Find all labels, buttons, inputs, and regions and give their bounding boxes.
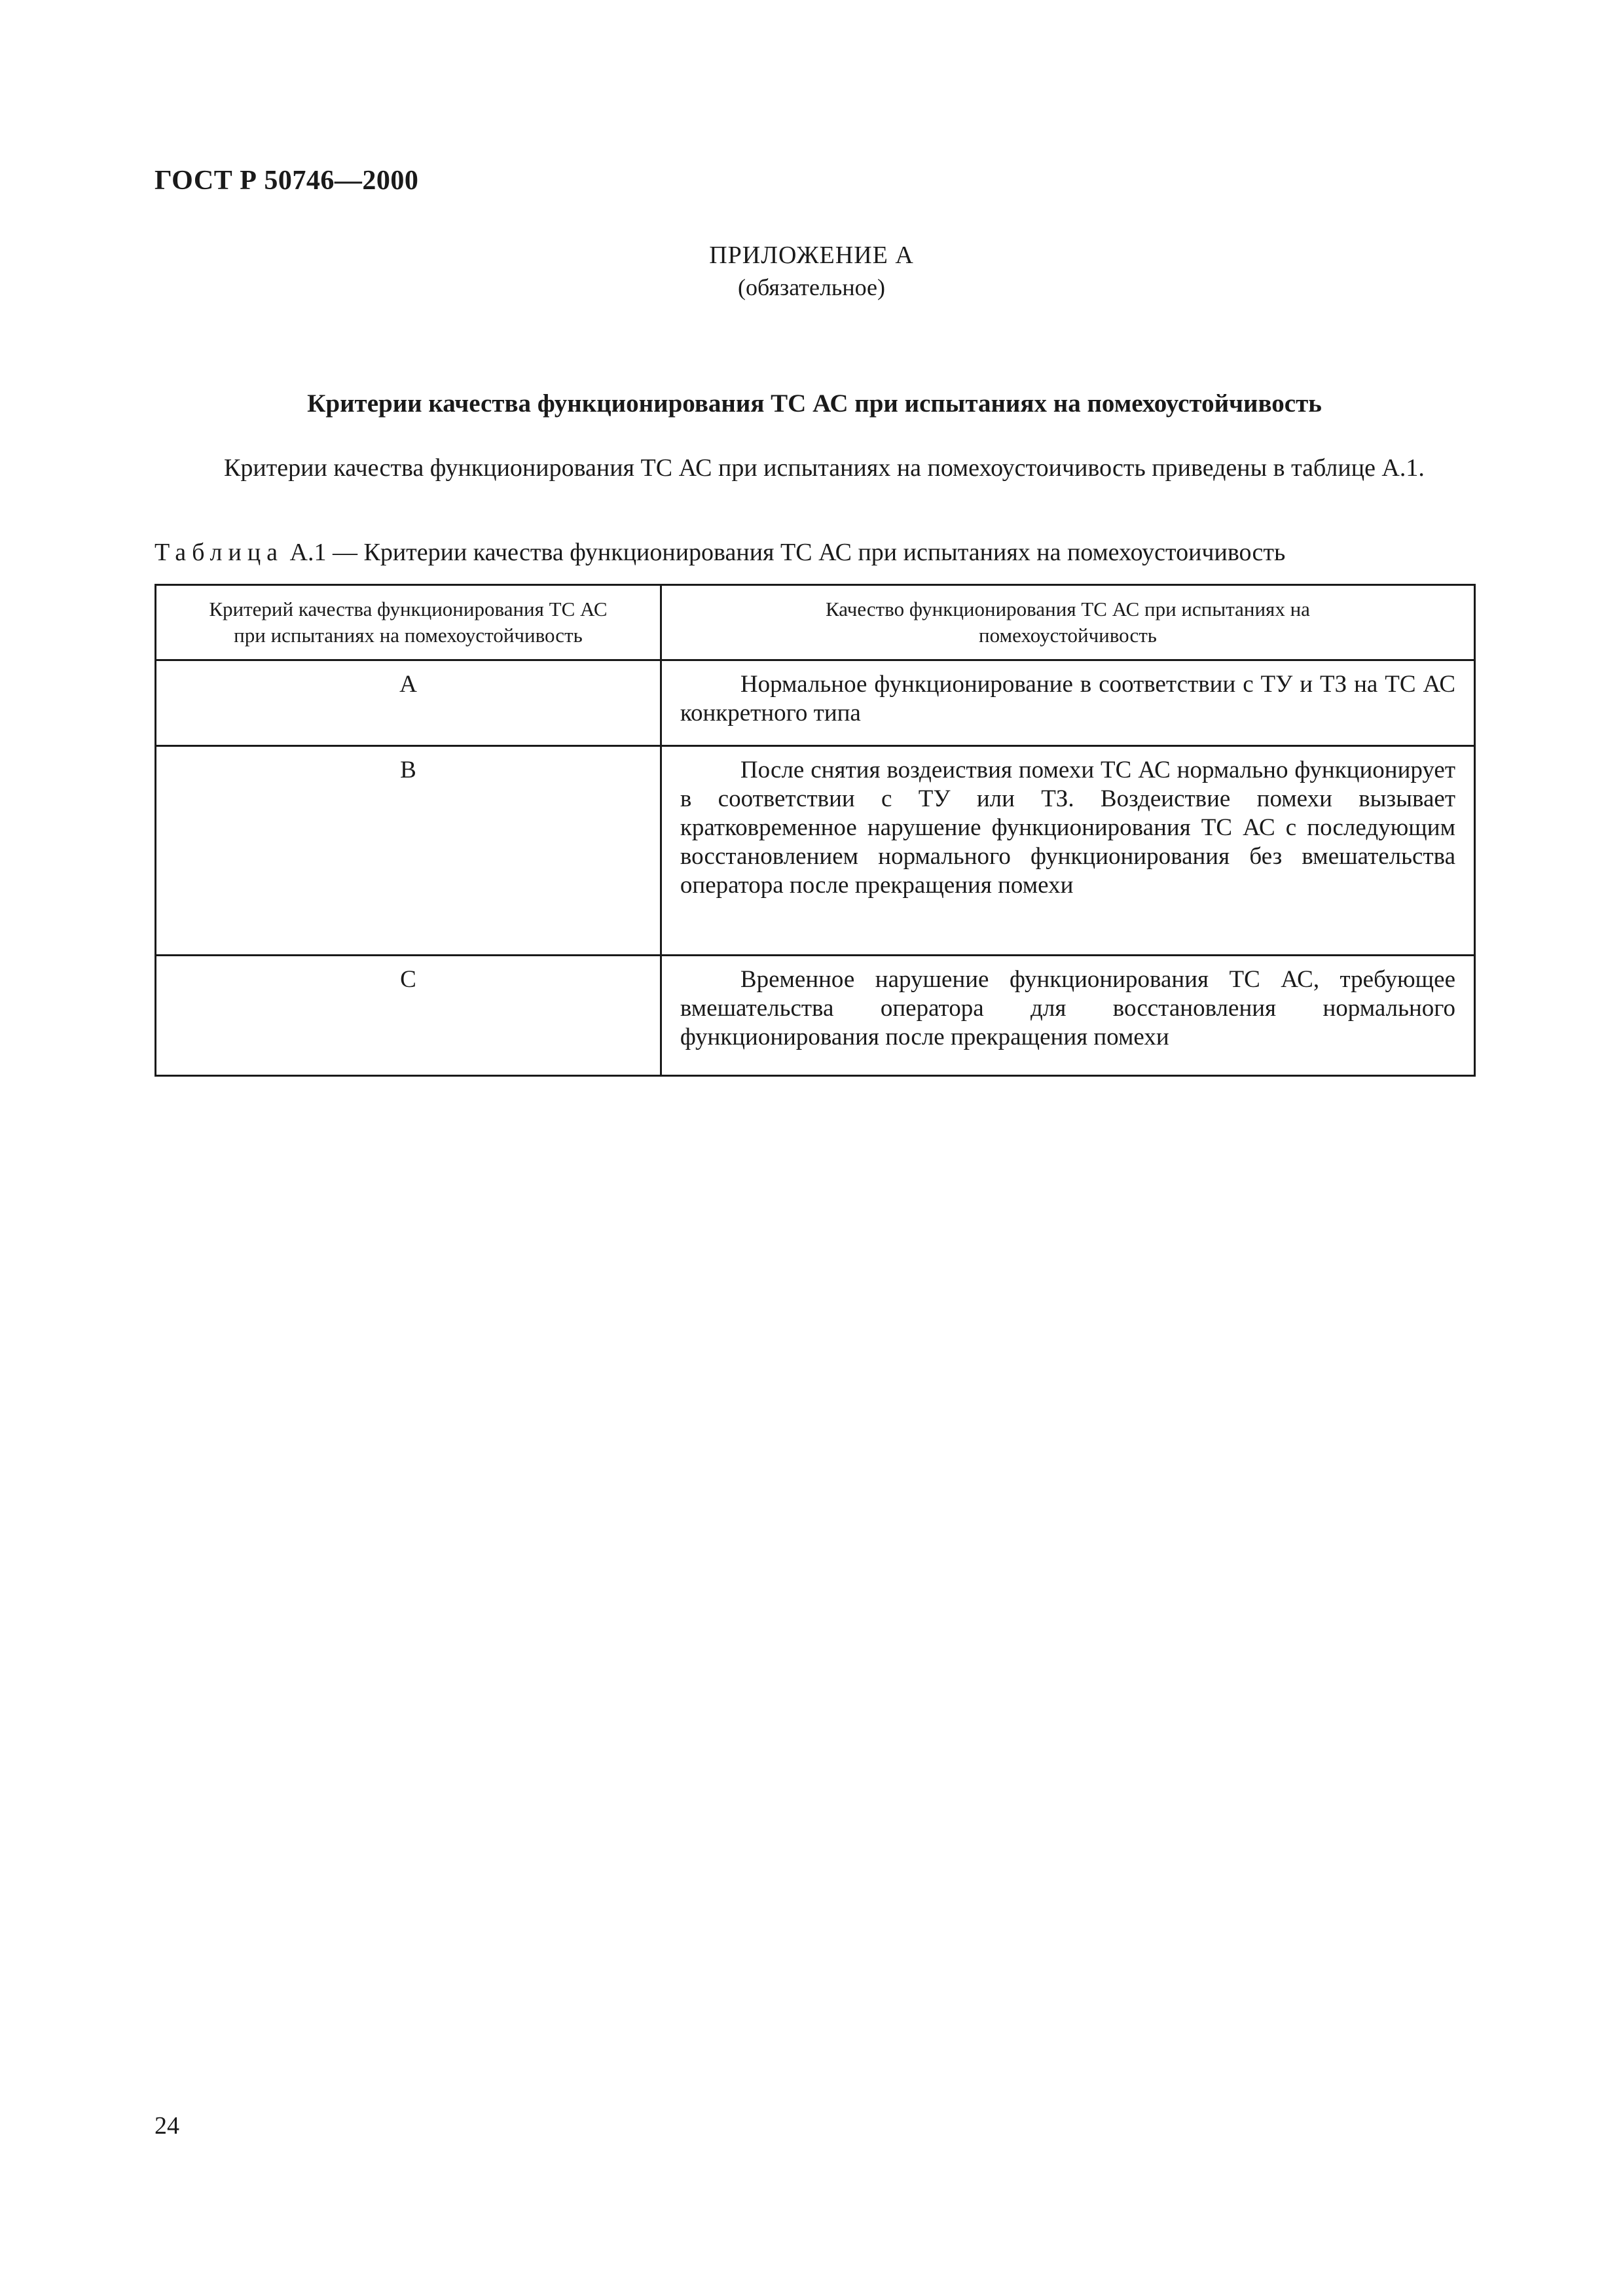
- table-caption-label: Таблица: [155, 539, 284, 566]
- table-caption: [155, 538, 1285, 567]
- table-row: [156, 746, 1475, 956]
- description-text: Нормальное функционирование в соответствии с ТУ и ТЗ на ТС АС конкретного типа: [680, 671, 1455, 726]
- table-caption-text: А.1 — Критерии качества функционирования ТС АС при испытаниях на помехоустоичивость: [289, 539, 1286, 566]
- description-cell: [661, 956, 1474, 1076]
- document-code: ГОСТ Р 50746—2000: [155, 166, 419, 196]
- table-row: [156, 660, 1475, 746]
- criteria-table: [155, 584, 1476, 1077]
- criterion-cell: А: [156, 660, 661, 746]
- criterion-cell: С: [156, 956, 661, 1076]
- page-number: 24: [155, 2112, 179, 2140]
- intro-paragraph: Критерии качества функционирования ТС АС при испытаниях на помехоустоичивость приведены в таблице А.1.: [224, 454, 1425, 482]
- table-header-row: [156, 585, 1475, 660]
- appendix-status: (обязательное): [738, 274, 885, 300]
- appendix-title: ПРИЛОЖЕНИЕ А: [709, 242, 914, 269]
- description-cell: [661, 660, 1474, 746]
- table-row: [156, 956, 1475, 1076]
- description-cell: [661, 746, 1474, 956]
- header-quality: Качество функционирования ТС АС при испытаниях на помехоустойчивость: [661, 585, 1474, 660]
- description-text: После снятия воздеиствия помехи ТС АС нормально функционирует в соответствии с ТУ или ТЗ. Воздеиствие помехи вызывает кратковременное нарушение функционирования ТС АС с последующим восстановлением нормального функционирования без вмешательства оператора после прекращения помехи: [680, 757, 1455, 899]
- criterion-cell: В: [156, 746, 661, 956]
- description-text: Временное нарушение функционирования ТС АС, требующее вмешательства оператора для восстановления нормального функционирования после прекращения помехи: [680, 966, 1455, 1050]
- section-title: Критерии качества функционирования ТС АС при испытаниях на помехоустойчивость: [307, 389, 1322, 418]
- header-criterion: Критерий качества функционирования ТС АС при испытаниях на помехоустойчивость: [156, 585, 661, 660]
